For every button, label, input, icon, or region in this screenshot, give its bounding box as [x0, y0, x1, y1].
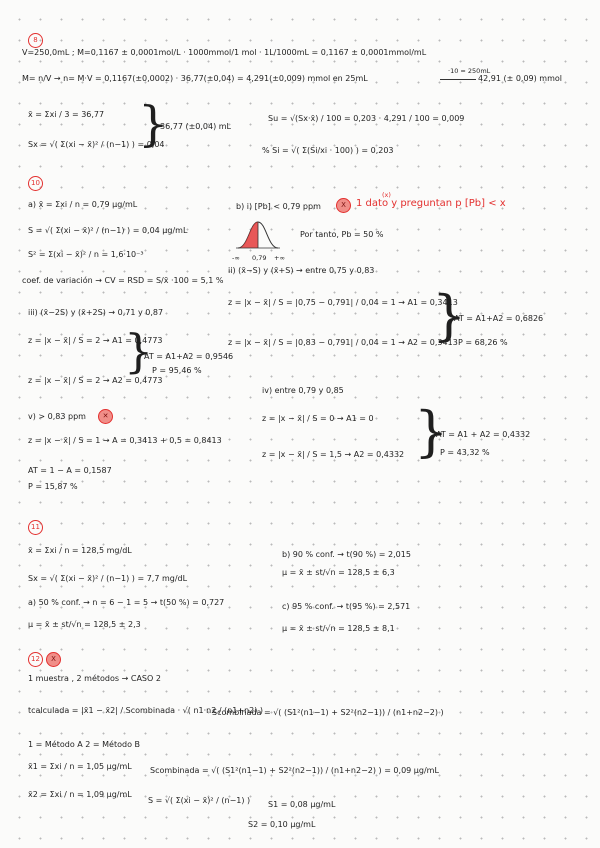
- p10-iv-brace: }: [414, 400, 449, 463]
- p8-su: Su = √(Sx·x̄) / 100 = 0,203 · 4,291 / 100 = 0,009: [268, 114, 465, 123]
- p10-ii-z1: z = |x − x̄| / S = |0,75 − 0,791| / 0,04 = 1 → A1 = 0,3413: [228, 298, 458, 307]
- p10-ii-title: ii) (x̄−S) y (x̄+S) → entre 0,75 y 0,83: [228, 266, 375, 275]
- p10-iii-title: iii) (x̄−2S) y (x̄+2S) → 0,71 y 0,87: [28, 308, 164, 317]
- p10-v-z: z = |x − x̄| / S = 1 → A = 0,3413 + 0,5 = 0,8413: [28, 436, 222, 445]
- p10-ii-p: P = 68,26 %: [458, 338, 508, 347]
- p11-a-conf: a) 50 % conf. → n = 6 − 1 = 5 → t(50 %) = 0,727: [28, 598, 225, 607]
- p11-c-mu: μ = x̄ ± st/√n = 128,5 ± 8,1: [282, 624, 395, 633]
- bell-label-mid: 0,79: [252, 254, 267, 262]
- p12-t-calc: tcalculada = |x̄1 − x̄2| / Scombinada · √( n1·n2 / (n1+n2) ): [28, 706, 264, 715]
- p10-iii-brace: }: [124, 324, 154, 378]
- p11-c-conf: c) 95 % conf. → t(95 %) = 2,571: [282, 602, 411, 611]
- problem-12-number: 12: [28, 652, 43, 667]
- p8-arrow-line: [440, 79, 476, 80]
- p10-v-at: AT = 1 − A = 0,1587: [28, 466, 112, 475]
- p10-a-variance: S² = Σ(xi − x̄)² / n = 1,6·10⁻³: [28, 250, 144, 259]
- p10-ii-at: AT = A1+A2 = 0,6826: [454, 314, 544, 323]
- p10-bi-answer: Por tanto, Pb = 50 %: [300, 230, 384, 239]
- problem-8-number: 8: [28, 33, 43, 48]
- p12-s-formula: S = √( Σ(xi − x̄)² / (n−1) ): [148, 796, 251, 805]
- p11-b-mu: μ = x̄ ± st/√n = 128,5 ± 6,3: [282, 568, 395, 577]
- p8-arrow-result: 42,91 (± 0,09) mmol: [478, 74, 562, 83]
- p10-iv-p: P = 43,32 %: [440, 448, 490, 457]
- p8-brace: }: [138, 96, 169, 152]
- p10-iii-z1: z = |x − x̄| / S = 2 → A1 = 0,4773: [28, 336, 163, 345]
- p11-std: Sx = √( Σ(xi − x̄)² / (n−1) ) = 7,7 mg/dL: [28, 574, 188, 583]
- p10-bi-note: 1 dato y preguntan p [Pb] < x: [356, 198, 506, 209]
- p12-s2: S2 = 0,10 μg/mL: [248, 820, 316, 829]
- p11-b-conf: b) 90 % conf. → t(90 %) = 2,015: [282, 550, 411, 559]
- p10-iv-z1: z = |x − x̄| / S = 0 → A1 = 0: [262, 414, 374, 423]
- p8-line-2: M= n/V → n= M·V = 0,1167(±0,0002) · 36,77(±0,04) = 4,291(±0,009) mmol en 25mL: [22, 74, 368, 83]
- p10-iii-z2: z = |x − x̄| / S = 2 → A2 = 0,4773: [28, 376, 163, 385]
- p10-bi-title: b) i) [Pb] < 0,79 ppm: [236, 202, 321, 211]
- p10-iii-p: P = 95,46 %: [152, 366, 202, 375]
- p12-methods: 1 = Método A 2 = Método B: [28, 740, 141, 749]
- p10-v-mark: ✕: [98, 409, 113, 424]
- p10-v-title: v) > 0,83 ppm: [28, 412, 86, 421]
- p11-a-mu: μ = x̄ ± st/√n = 128,5 ± 2,3: [28, 620, 141, 629]
- p12-mean-1: x̄1 = Σxi / n = 1,05 μg/mL: [28, 762, 132, 771]
- p10-a-std: S = √( Σ(xi − x̄)² / (n−1) ) = 0,04 μg/mL: [28, 226, 188, 235]
- p8-line-1: V=250,0mL ; M=0,1167 ± 0,0001mol/L · 1000mmol/1 mol · 1L/1000mL = 0,1167 ± 0,0001mmol/mL: [22, 48, 427, 57]
- bell-curve-sketch: [236, 218, 280, 258]
- p10-a-mean: a) x̄ = Σxi / n = 0,79 μg/mL: [28, 200, 138, 209]
- p10-ii-brace: }: [432, 284, 467, 347]
- p12-intro: 1 muestra , 2 métodos → CASO 2: [28, 674, 161, 683]
- p10-bi-note-tag: (x): [382, 191, 391, 199]
- bell-label-left: -∞: [232, 254, 240, 262]
- p8-mean: x̄ = Σxi / 3 = 36,77: [28, 110, 105, 119]
- p8-std-dev: Sx = √( Σ(xi − x̄)² / (n−1) ) = 0,04: [28, 140, 165, 149]
- p12-mark: X: [46, 652, 61, 667]
- p8-bracket-result: 36,77 (±0,04) mL: [160, 122, 231, 131]
- p12-s-combined-value: Scombinada = √( (S1²(n1−1) + S2²(n2−1)) / (n1+n2−2) ) = 0,09 μg/mL: [150, 766, 439, 775]
- p10-iv-at: AT = A1 + A2 = 0,4332: [436, 430, 531, 439]
- p10-iv-title: iv) entre 0,79 y 0,85: [262, 386, 344, 395]
- p10-ii-z2: z = |x − x̄| / S = |0,83 − 0,791| / 0,04 = 1 → A2 = 0,3413: [228, 338, 458, 347]
- p10-v-p: P = 15,87 %: [28, 482, 78, 491]
- p8-pct-s: % Si = √( Σ(Si/xi · 100) ) = 0,203: [262, 146, 394, 155]
- p12-s-combined: Scombinada = √( (S1²(n1−1) + S2²(n2−1)) / (n1+n2−2) ): [212, 708, 444, 717]
- p11-mean: x̄ = Σxi / n = 128,5 mg/dL: [28, 546, 132, 555]
- problem-10-number: 10: [28, 176, 43, 191]
- p12-s1: S1 = 0,08 μg/mL: [268, 800, 336, 809]
- p10-bi-mark: X: [336, 198, 351, 213]
- p10-iv-z2: z = |x − x̄| / S = 1,5 → A2 = 0,4332: [262, 450, 405, 459]
- p8-arrow-note: ·10 = 250mL: [448, 67, 491, 75]
- p12-mean-2: x̄2 = Σxi / n = 1,09 μg/mL: [28, 790, 132, 799]
- bell-label-right: +∞: [274, 254, 285, 262]
- p10-a-cv: coef. de variación → CV = RSD = S/x̄ ·100 = 5,1 %: [22, 276, 224, 285]
- p10-iii-at: AT = A1+A2 = 0,9546: [144, 352, 234, 361]
- problem-11-number: 11: [28, 520, 43, 535]
